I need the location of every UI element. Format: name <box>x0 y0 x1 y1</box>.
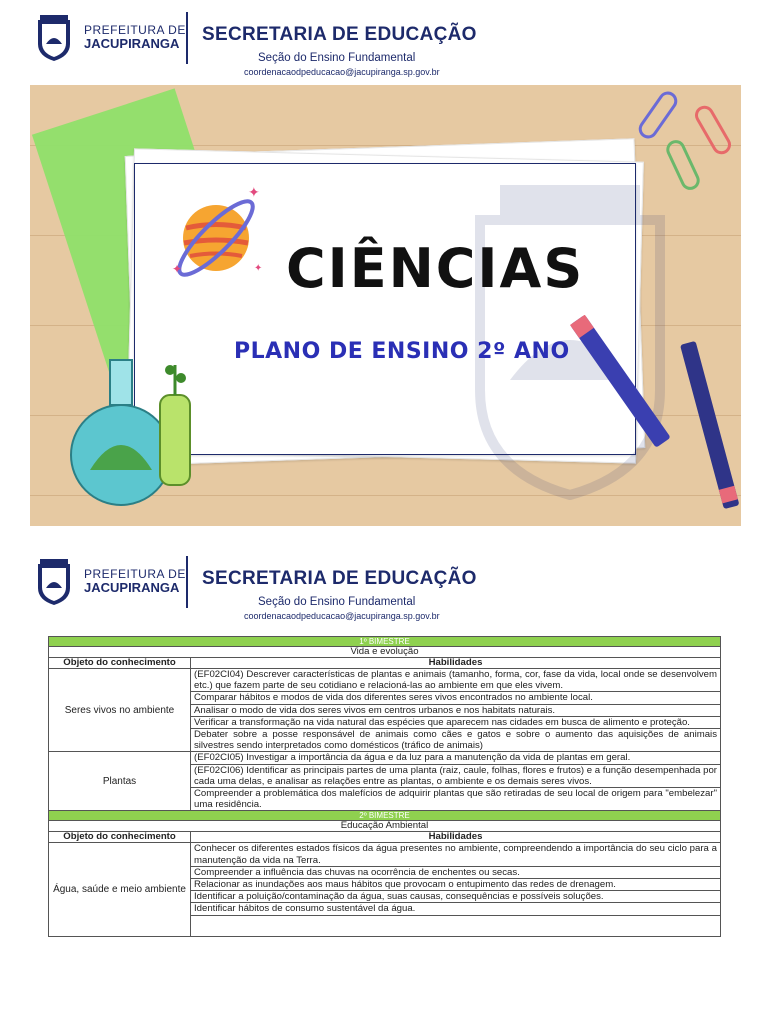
contact-email: coordenacaodpeducacao@jacupiranga.sp.gov.br <box>244 67 440 77</box>
cover-title: CIÊNCIAS <box>286 237 585 300</box>
habilidade-cell: Analisar o modo de vida dos seres vivos em centros urbanos e nos habitats naturais. <box>191 704 721 716</box>
secretaria-title: SECRETARIA DE EDUCAÇÃO <box>202 24 477 45</box>
planet-icon <box>168 183 268 293</box>
habilidade-cell: Verificar a transformação na vida natural das espécies que aparecem nas cidades em busca de alimento e proteção. <box>191 716 721 728</box>
habilidade-cell: Comparar hábitos e modos de vida dos diferentes seres vivos encontrados no ambiente local. <box>191 692 721 704</box>
svg-text:✦: ✦ <box>254 263 263 274</box>
col-header-objeto: Objeto do conhecimento <box>49 832 191 843</box>
contact-email: coordenacaodpeducacao@jacupiranga.sp.gov.br <box>244 611 440 621</box>
objeto-cell: Seres vivos no ambiente <box>49 669 191 752</box>
table-row <box>49 669 721 692</box>
flask-plant-icon <box>60 350 210 515</box>
objeto-cell: Plantas <box>49 752 191 811</box>
habilidade-cell: Compreender a influência das chuvas na ocorrência de enchentes ou secas. <box>191 866 721 878</box>
habilidade-cell: Relacionar as inundações aos maus hábitos que provocam o entupimento das redes de drenagem. <box>191 879 721 891</box>
col-header-habilidades: Habilidades <box>191 832 721 843</box>
habilidade-cell: Compreender a problemática dos malefícios de adquirir plantas que são retiradas de seu local de origem para "embelezar" uma residência. <box>191 788 721 811</box>
theme-row: Vida e evolução <box>49 647 721 658</box>
column-header-row <box>49 832 721 843</box>
habilidade-cell: Conhecer os diferentes estados físicos da água presentes no ambiente, compreendendo a importância do seu ciclo para a manutenção da vida na Terra. <box>191 843 721 866</box>
pencils-icon <box>560 315 741 525</box>
municipality-name: JACUPIRANGA <box>84 36 180 51</box>
secao-subtitle: Seção do Ensino Fundamental <box>258 596 416 608</box>
page-header-2 <box>0 552 768 634</box>
habilidade-cell: Identificar hábitos de consumo sustentável da água. <box>191 903 721 915</box>
col-header-habilidades: Habilidades <box>191 658 721 669</box>
prefeitura-label: PREFEITURA DE <box>84 23 186 37</box>
municipal-crest-icon <box>34 14 74 62</box>
municipal-crest-icon <box>34 558 74 606</box>
habilidade-cell: Debater sobre a posse responsável de animais como cães e gatos e sobre o aumento das aquisições de animais silvestres sendo interpretados como domésticos (tráfico de animais) <box>191 729 721 752</box>
svg-text:✦: ✦ <box>172 262 183 276</box>
table-row <box>49 843 721 866</box>
cover-subtitle: PLANO DE ENSINO 2º ANO <box>234 339 570 364</box>
col-header-objeto: Objeto do conhecimento <box>49 658 191 669</box>
cover-banner <box>30 85 741 526</box>
secao-subtitle: Seção do Ensino Fundamental <box>258 52 416 64</box>
header-divider <box>186 556 188 608</box>
habilidade-cell: Identificar a poluição/contaminação da água, suas causas, consequências e possíveis soluções. <box>191 891 721 903</box>
column-header-row <box>49 658 721 669</box>
paperclips-icon <box>620 85 741 205</box>
bimester-band: 1º BIMESTRE <box>49 637 721 647</box>
svg-text:✦: ✦ <box>248 184 260 200</box>
habilidade-cell: (EF02CI05) Investigar a importância da água e da luz para a manutenção da vida de plantas em geral. <box>191 752 721 764</box>
prefeitura-label: PREFEITURA DE <box>84 567 186 581</box>
habilidade-cell <box>191 915 721 936</box>
habilidade-cell: (EF02CI06) Identificar as principais partes de uma planta (raiz, caule, folhas, flores e frutos) e a função desempenhada por cada uma delas, e analisar as relações entre as plantas, o ambiente e os demais seres vivos. <box>191 764 721 787</box>
table-row <box>49 752 721 764</box>
page-header-1 <box>0 8 768 90</box>
municipality-name: JACUPIRANGA <box>84 580 180 595</box>
theme-row: Educação Ambiental <box>49 821 721 832</box>
secretaria-title: SECRETARIA DE EDUCAÇÃO <box>202 568 477 589</box>
header-divider <box>186 12 188 64</box>
objeto-cell: Água, saúde e meio ambiente <box>49 843 191 936</box>
bimester-band: 2º BIMESTRE <box>49 811 721 821</box>
habilidade-cell: (EF02CI04) Descrever características de plantas e animais (tamanho, forma, cor, fase da vida, local onde se desenvolvem etc.) que fazem parte de seu cotidiano e relacioná-las ao ambiente em que eles vivem. <box>191 669 721 692</box>
teaching-plan-table <box>48 636 721 937</box>
